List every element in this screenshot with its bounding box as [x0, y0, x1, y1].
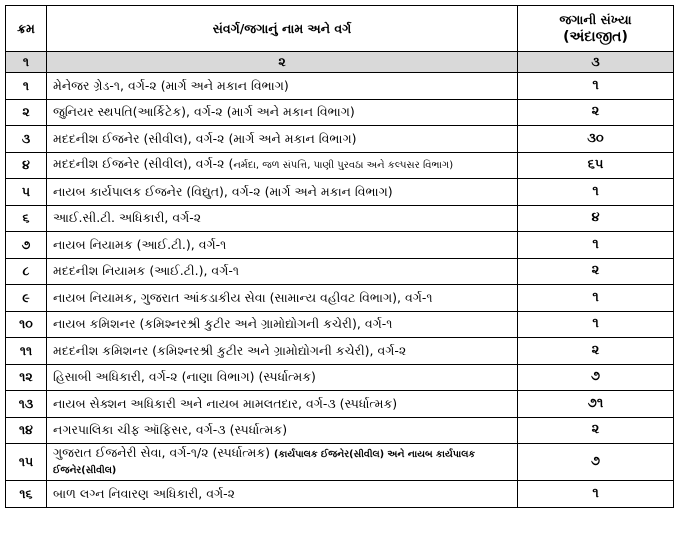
row-count: ૨ [518, 99, 674, 126]
row-serial: ૫ [6, 179, 47, 206]
row-count: ૩૦ [518, 126, 674, 153]
header-serial: ક્રમ [6, 6, 47, 52]
row-count: ૬૫ [518, 152, 674, 179]
row-post-main: નાયબ નિયામક, ગુજરાત આંકડાકીય સેવા (સામાન્ય વહીવટ વિભાગ), વર્ગ-૧ [53, 289, 433, 305]
row-post-name [47, 205, 518, 232]
table-row [6, 205, 674, 232]
row-post-name [47, 481, 518, 508]
row-serial: ૯ [6, 285, 47, 312]
table-row [6, 179, 674, 206]
row-count: ૧ [518, 179, 674, 206]
table-row [6, 152, 674, 179]
row-serial: ૭ [6, 232, 47, 259]
index-col1: ૧ [6, 52, 47, 73]
row-post-name [47, 417, 518, 444]
row-serial: ૧૬ [6, 481, 47, 508]
row-post-main: નાયબ કમિશનર (કમિશ્નરશ્રી કુટીર અને ગ્રામોદ્યોગની કચેરી), વર્ગ-૧ [53, 316, 393, 332]
table-row [6, 285, 674, 312]
row-serial: ૪ [6, 152, 47, 179]
row-count: ૧ [518, 73, 674, 100]
table-row [6, 417, 674, 444]
row-post-main: ગુજરાત ઈજનેરી સેવા, વર્ગ-૧/૨ (સ્પર્ધાત્મક) [53, 445, 274, 460]
row-post-main: બાળ લગ્ન નિવારણ અધિકારી, વર્ગ-૨ [53, 485, 236, 501]
row-post-main: મદદનીશ ઈજનેર (સીવીલ), વર્ગ-૨ (માર્ગ અને મકાન વિભાગ) [53, 130, 357, 146]
row-count: ૨ [518, 258, 674, 285]
row-post-name [47, 179, 518, 206]
header-count-line2: (અંદાજીત) [563, 29, 628, 45]
row-post-main: આઈ.સી.ટી. અધિકારી, વર્ગ-૨ [53, 210, 202, 226]
row-count: ૭ [518, 444, 674, 481]
row-post-main: નાયબ સેક્શન અધિકારી અને નાયબ મામલતદાર, વર્ગ-૩ (સ્પર્ધાત્મક) [53, 395, 398, 411]
row-serial: ૩ [6, 126, 47, 153]
table-row [6, 391, 674, 418]
row-post-name [47, 99, 518, 126]
row-post-name [47, 311, 518, 338]
row-count: ૧ [518, 481, 674, 508]
row-count: ૨ [518, 417, 674, 444]
table-row [6, 99, 674, 126]
row-serial: ૧૩ [6, 391, 47, 418]
row-post-main: મદદનીશ કમિશનર (કમિશ્નરશ્રી કુટીર અને ગ્રામોદ્યોગની કચેરી), વર્ગ-૨ [53, 342, 407, 358]
row-post-main: નાયબ નિયામક (આઈ.ટી.), વર્ગ-૧ [53, 236, 227, 252]
row-count: ૪ [518, 205, 674, 232]
row-post-name [47, 126, 518, 153]
row-post-main: મદદનીશ નિયામક (આઈ.ટી.), વર્ગ-૧ [53, 263, 239, 279]
table-row [6, 258, 674, 285]
row-post-name [47, 152, 518, 179]
index-row [6, 52, 674, 73]
row-post-name [47, 364, 518, 391]
row-post-main: મેનેજર ગ્રેડ-૧, વર્ગ-૨ (માર્ગ અને મકાન વિભાગ) [53, 77, 289, 93]
row-post-name [47, 338, 518, 365]
row-serial: ૮ [6, 258, 47, 285]
table-row [6, 73, 674, 100]
index-col3: ૩ [518, 52, 674, 73]
table-row [6, 338, 674, 365]
table-row [6, 481, 674, 508]
row-post-name [47, 232, 518, 259]
header-count-line1: જગાની સંખ્યા [559, 12, 632, 27]
table-row [6, 311, 674, 338]
row-post-extra: નર્મદા, જળ સંપત્તિ, પાણી પુરવઠા અને કલ્પસર વિભાગ) [233, 160, 454, 172]
table-body [6, 73, 674, 508]
row-post-name [47, 444, 518, 481]
row-count: ૧ [518, 311, 674, 338]
table-row [6, 364, 674, 391]
row-post-name [47, 73, 518, 100]
row-post-name [47, 285, 518, 312]
row-serial: ૧૦ [6, 311, 47, 338]
row-post-main: નાયબ કાર્યપાલક ઈજનેર (વિદ્યુત), વર્ગ-૨ (માર્ગ અને મકાન વિભાગ) [53, 183, 393, 199]
row-count: ૭૧ [518, 391, 674, 418]
row-serial: ૨ [6, 99, 47, 126]
row-serial: ૧૧ [6, 338, 47, 365]
row-post-main: જુનિયર સ્થપતિ(આર્કિટેક), વર્ગ-૨ (માર્ગ અને મકાન વિભાગ) [53, 104, 355, 120]
row-post-main: નગરપાલિકા ચીફ ઑફિસર, વર્ગ-૩ (સ્પર્ધાત્મક) [53, 422, 288, 438]
header-count [518, 6, 674, 52]
row-post-name [47, 258, 518, 285]
row-count: ૨ [518, 338, 674, 365]
row-serial: ૧૨ [6, 364, 47, 391]
table-header [6, 6, 674, 73]
table-row [6, 126, 674, 153]
row-post-main: મદદનીશ ઈજનેર (સીવીલ), વર્ગ-૨ ( [53, 156, 234, 172]
row-post-name [47, 391, 518, 418]
header-post-name: સંવર્ગ/જગાનું નામ અને વર્ગ [47, 6, 518, 52]
row-serial: ૧ [6, 73, 47, 100]
index-col2: ૨ [47, 52, 518, 73]
posts-table [5, 5, 674, 508]
header-row [6, 6, 674, 52]
row-count: ૧ [518, 232, 674, 259]
row-serial: ૧૫ [6, 444, 47, 481]
row-post-extra: (કાર્યપાલક ઈજનેર(સીવીલ) અને નાયબ કાર્યપાલક ઈજનેર(સીવીલ) [53, 449, 476, 476]
table-row [6, 232, 674, 259]
row-count: ૭ [518, 364, 674, 391]
row-count: ૧ [518, 285, 674, 312]
row-post-main: હિસાબી અધિકારી, વર્ગ-૨ (નાણા વિભાગ) (સ્પર્ધાત્મક) [53, 369, 316, 385]
row-serial: ૬ [6, 205, 47, 232]
row-serial: ૧૪ [6, 417, 47, 444]
table-row [6, 444, 674, 481]
